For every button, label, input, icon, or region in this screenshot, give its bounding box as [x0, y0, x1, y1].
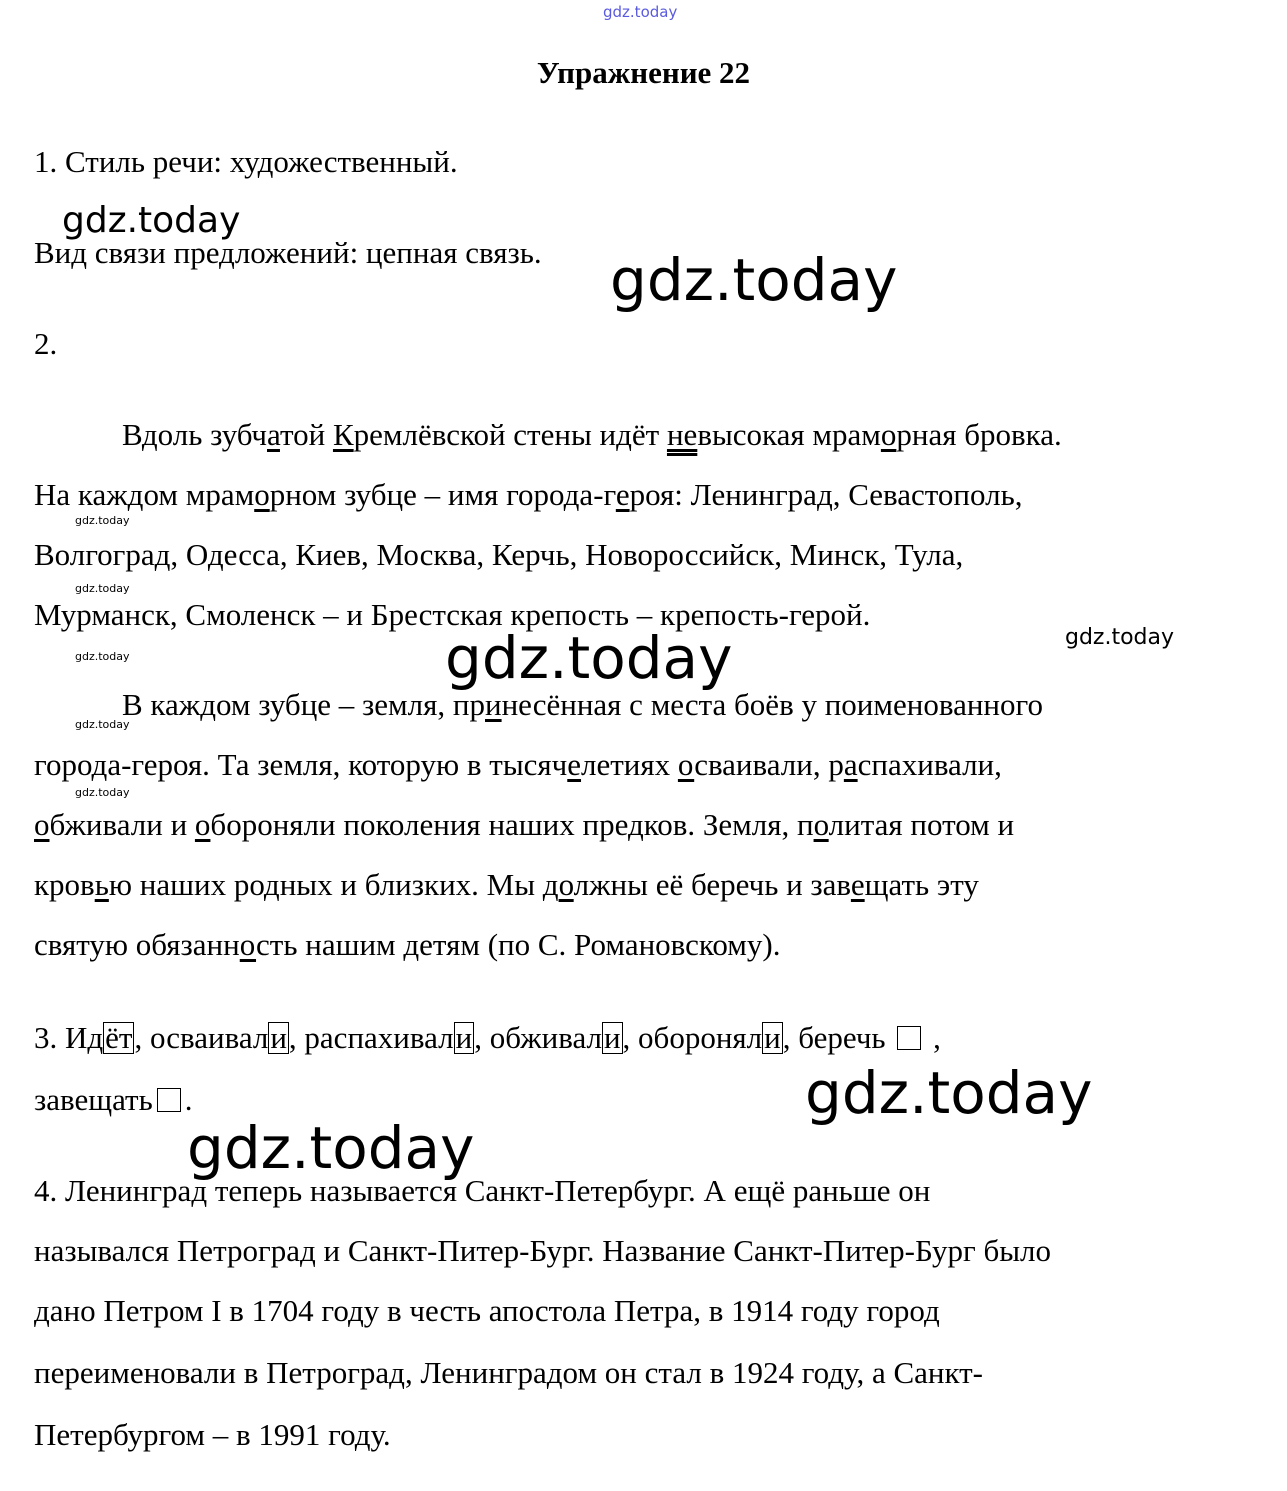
ending-box: и [270, 1020, 287, 1055]
watermark: gdz.today [62, 200, 241, 241]
text-line: В каждом зубце – земля, принесённая с места боёв у поименованного [122, 687, 1043, 722]
item1-link: Вид связи предложений: цепная связь. [34, 235, 542, 270]
text-line: дано Петром I в 1704 году в честь апостола Петра, в 1914 году город [34, 1293, 940, 1328]
watermark: gdz.today [805, 1059, 1093, 1127]
watermark: gdz.today [603, 3, 678, 21]
text-line: переименовали в Петроград, Ленинградом он стал в 1924 году, а Санкт- [34, 1355, 983, 1390]
item1-style: 1. Стиль речи: художественный. [34, 144, 458, 179]
text-line: Петербургом – в 1991 году. [34, 1417, 391, 1452]
text-line: 4. Ленинград теперь называется Санкт-Петербург. А ещё раньше он [34, 1173, 931, 1208]
zero-ending-box [157, 1088, 181, 1112]
watermark: gdz.today [75, 650, 130, 663]
zero-ending-box [897, 1026, 921, 1050]
text-line: кровью наших родных и близких. Мы должны её беречь и завещать эту [34, 867, 979, 902]
ending-box: и [603, 1020, 621, 1055]
text-line: На каждом мраморном зубце – имя города-героя: Ленинград, Севастополь, [34, 477, 1023, 512]
watermark: gdz.today [1065, 625, 1175, 650]
item3-line: завещать . [34, 1082, 193, 1117]
text-line: Вдоль зубчатой Кремлёвской стены идёт невысокая мраморная бровка. [122, 417, 1062, 452]
page-title: Упражнение 22 [536, 55, 751, 90]
ending-box: и [764, 1020, 781, 1055]
watermark: gdz.today [187, 1114, 475, 1182]
text-line: святую обязанность нашим детям (по С. Романовскому). [34, 927, 781, 962]
watermark: gdz.today [75, 786, 130, 799]
text-line: обживали и обороняли поколения наших предков. Земля, политая потом и [34, 807, 1015, 842]
ending-box: и [455, 1020, 473, 1055]
ending-box: ёт [105, 1020, 133, 1055]
watermark: gdz.today [610, 246, 898, 314]
watermark: gdz.today [75, 718, 130, 731]
watermark: gdz.today [445, 624, 733, 692]
watermark: gdz.today [75, 582, 130, 595]
watermark: gdz.today [75, 514, 130, 527]
item2-number: 2. [34, 326, 58, 361]
text-line: Мурманск, Смоленск – и Брестская крепость – крепость-герой. [34, 597, 871, 632]
item3-line: 3. Идёт, осваивали, распахивали, обживали, обороняли, беречь , [34, 1020, 941, 1055]
text-line: города-героя. Та земля, которую в тысячелетиях осваивали, распахивали, [34, 747, 1002, 782]
text-line: назывался Петроград и Санкт-Питер-Бург. Название Санкт-Питер-Бург было [34, 1233, 1052, 1268]
text-line: Волгоград, Одесса, Киев, Москва, Керчь, Новороссийск, Минск, Тула, [34, 537, 964, 572]
